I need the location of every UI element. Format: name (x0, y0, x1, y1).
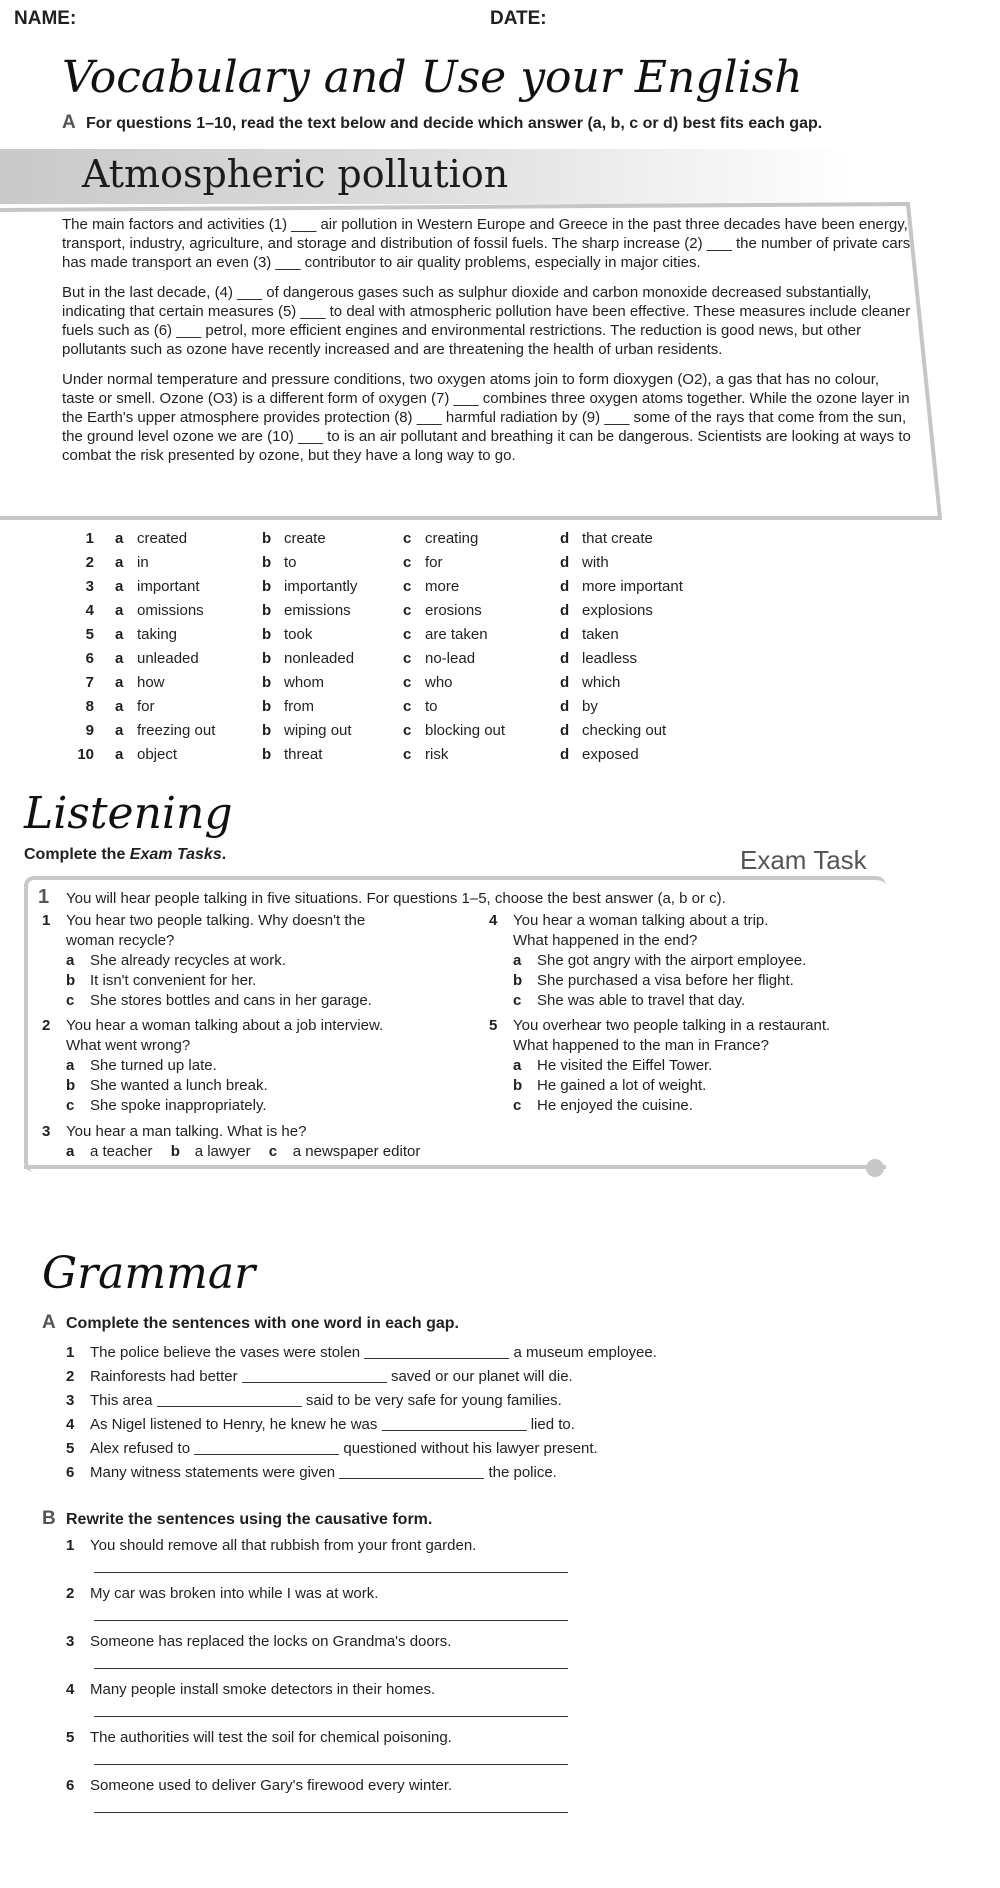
option-number: 5 (85, 626, 94, 643)
exam-task-bottom-rule (24, 1165, 886, 1169)
passage-paragraph-3: Under normal temperature and pressure conditions, two oxygen atoms join to form dioxygen (O2), a gas that has no colour, taste or smell. Ozone (O3) is a different form of oxygen (7) ___ combines three oxygen atoms together. While the ozone layer in the Earth's upper atmosphere provides protection (8) ___ harmful radiation by (9) ___ some of the rays that come from the sun, the ground level ozone we are (10) ___ to is an air pollutant and breathing it can be dangerous. Scientists are looking at ways to combat the risk presented by ozone, but they have a long way to go. (62, 371, 911, 464)
option-letter: c (403, 626, 412, 643)
option-c: for (425, 554, 443, 571)
grammar-b-letter: B (42, 1508, 56, 1529)
option-letter: c (403, 554, 412, 571)
option-d: explosions (582, 602, 653, 619)
option-a: object (137, 746, 178, 763)
option-letter: d (560, 698, 570, 715)
vocab-option-row (0, 626, 760, 650)
option-b: whom (284, 674, 325, 691)
option-number: 6 (85, 650, 94, 667)
option-letter: a (115, 698, 124, 715)
option-a: taking (137, 626, 178, 643)
option-letter: b (262, 602, 272, 619)
exam-task-label: Exam Task (740, 845, 867, 875)
grammar-a-item: 2 Rainforests had better saved or our planet will die. (66, 1368, 573, 1385)
vocab-option-row (0, 578, 760, 602)
option-letter: a (115, 554, 124, 571)
option-a: how (137, 674, 165, 691)
grammar-a-list (66, 1341, 826, 1485)
option-a: unleaded (137, 650, 199, 667)
grammar-a-item: 5 Alex refused to questioned without his lawyer present. (66, 1440, 598, 1457)
option-number: 1 (85, 530, 94, 547)
vocab-option-row (0, 554, 760, 578)
grammar-b-instruction: B Rewrite the sentences using the causative form. (42, 1508, 433, 1529)
option-d: more important (582, 578, 683, 595)
vocab-option-row (0, 530, 760, 554)
option-d: checking out (582, 722, 667, 739)
grammar-section-title: Grammar (42, 1248, 256, 1299)
vocab-instruction-text: For questions 1–10, read the text below and decide which answer (a, b, c or d) best fits each gap. (86, 115, 823, 132)
option-letter: a (115, 530, 124, 547)
listening-question-1: 1 You hear two people talking. Why doesn't the woman recycle? a She already recycles at work. b It isn't convenient for her. c She stores bottles and cans in her garage. (42, 912, 372, 1009)
option-letter: d (560, 722, 570, 739)
name-label: NAME: (14, 8, 77, 29)
exam-task-number: 1 (38, 886, 50, 908)
option-letter: b (262, 674, 272, 691)
vocab-option-row (0, 650, 760, 674)
vocab-instruction (62, 112, 822, 134)
grammar-b-item: 6 Someone used to deliver Gary's firewood every winter. (66, 1777, 453, 1794)
option-b: importantly (284, 578, 358, 595)
grammar-b-item: 4 Many people install smoke detectors in their homes. (66, 1681, 436, 1698)
gap-line[interactable] (382, 1417, 527, 1431)
option-d: by (582, 698, 598, 715)
option-letter: d (560, 602, 570, 619)
option-number: 7 (85, 674, 94, 691)
vocab-option-row (0, 722, 760, 746)
option-c: blocking out (425, 722, 506, 739)
option-letter: d (560, 626, 570, 643)
option-a: important (137, 578, 200, 595)
option-a: omissions (137, 602, 204, 619)
grammar-a-item: 4 As Nigel listened to Henry, he knew he was lied to. (66, 1416, 575, 1433)
option-d: which (582, 674, 621, 691)
option-letter: d (560, 674, 570, 691)
option-letter: b (262, 554, 272, 571)
option-letter: b (262, 650, 272, 667)
option-b: emissions (284, 602, 351, 619)
grammar-a-item: 3 This area said to be very safe for young families. (66, 1392, 562, 1409)
listening-question-4: 4 You hear a woman talking about a trip. What happened in the end? a She got angry with the airport employee. b She purchased a visa before her flight. c She was able to travel that day. (489, 912, 807, 1009)
option-number: 2 (85, 554, 94, 571)
option-letter: a (115, 722, 124, 739)
option-c: more (425, 578, 460, 595)
listening-question-5: 5 You overhear two people talking in a restaurant. What happened to the man in France? a He visited the Eiffel Tower. b He gained a lot of weight. c He enjoyed the cuisine. (489, 1017, 831, 1114)
option-c: to (425, 698, 438, 715)
option-a: freezing out (137, 722, 216, 739)
grammar-b-item: 1 You should remove all that rubbish from your front garden. (66, 1537, 477, 1554)
grammar-b-list (0, 1536, 800, 1836)
option-d: with (582, 554, 609, 571)
grammar-a-instruction: A Complete the sentences with one word in each gap. (42, 1312, 459, 1333)
option-letter: b (262, 698, 272, 715)
option-c: who (425, 674, 453, 691)
option-number: 10 (77, 746, 94, 763)
option-letter: b (262, 626, 272, 643)
option-letter: d (560, 554, 570, 571)
passage-paragraph-1: The main factors and activities (1) ___ air pollution in Western Europe and Greece in the past three decades have been energy, transport, industry, agriculture, and storage and distribution of fossil fuels. The sharp increase (2) ___ the number of private cars has made transport an even (3) ___ contributor to air quality problems, especially in major cities. (62, 216, 911, 271)
option-letter: c (403, 674, 412, 691)
option-a: in (137, 554, 149, 571)
answer-line[interactable] (94, 1620, 568, 1621)
option-letter: c (403, 698, 412, 715)
vocab-option-row (0, 674, 760, 698)
passage-body (62, 215, 912, 476)
vocab-options-list (0, 530, 760, 770)
option-b: create (284, 530, 326, 547)
option-letter: c (403, 650, 412, 667)
option-letter: a (115, 674, 124, 691)
option-letter: a (115, 746, 124, 763)
date-label: DATE: (490, 8, 547, 29)
option-b: threat (284, 746, 323, 763)
option-number: 3 (85, 578, 94, 595)
vocab-option-row (0, 746, 760, 770)
passage-title: Atmospheric pollution (82, 152, 509, 196)
exam-task-end-dot (866, 1159, 884, 1177)
vocab-section-title: Vocabulary and Use your English (62, 52, 803, 103)
option-letter: a (115, 578, 124, 595)
option-c: risk (425, 746, 449, 763)
listening-question-2: 2 You hear a woman talking about a job interview. What went wrong? a She turned up late. b She wanted a lunch break. c She spoke inappropriately. (42, 1017, 384, 1114)
grammar-a-item: 1 The police believe the vases were stolen a museum employee. (66, 1344, 657, 1361)
option-letter: a (115, 626, 124, 643)
grammar-b-item: 5 The authorities will test the soil for chemical poisoning. (66, 1729, 452, 1746)
option-b: took (284, 626, 313, 643)
option-letter: b (262, 530, 272, 547)
gap-line[interactable] (364, 1345, 509, 1359)
grammar-b-item: 3 Someone has replaced the locks on Grandma's doors. (66, 1633, 452, 1650)
option-letter: d (560, 650, 570, 667)
option-letter: b (262, 578, 272, 595)
listening-question-3: 3 You hear a man talking. What is he? a a teacher b a lawyer c a newspaper editor (42, 1123, 421, 1160)
option-letter: d (560, 530, 570, 547)
option-letter: c (403, 746, 412, 763)
option-d: that create (582, 530, 653, 547)
option-letter: c (403, 578, 412, 595)
listening-section-title: Listening (24, 788, 233, 839)
gap-line[interactable] (157, 1393, 302, 1407)
grammar-a-item: 6 Many witness statements were given the police. (66, 1464, 557, 1481)
grammar-b-item: 2 My car was broken into while I was at work. (66, 1585, 379, 1602)
option-letter: c (403, 530, 412, 547)
answer-line[interactable] (94, 1716, 568, 1717)
option-number: 4 (85, 602, 94, 619)
option-d: taken (582, 626, 619, 643)
answer-line[interactable] (94, 1668, 568, 1669)
option-b: to (284, 554, 297, 571)
option-a: for (137, 698, 155, 715)
option-letter: d (560, 578, 570, 595)
vocab-instruction-letter: A (62, 112, 76, 133)
vocab-option-row (0, 602, 760, 626)
option-b: from (284, 698, 314, 715)
option-number: 8 (85, 698, 94, 715)
answer-line[interactable] (94, 1764, 568, 1765)
option-letter: a (115, 602, 124, 619)
option-b: nonleaded (284, 650, 355, 667)
option-c: no-lead (425, 650, 476, 667)
passage-paragraph-2: But in the last decade, (4) ___ of dangerous gases such as sulphur dioxide and carbon monoxide decreased substantially, indicating that certain measures (5) ___ to deal with atmospheric pollution have been effective. These measures include cleaner fuels such as (6) ___ petrol, more efficient engines and environmental restrictions. The reduction is good news, but other pollutants such as ozone have recently increased and are threatening the health of urban residents. (62, 284, 911, 358)
gap-line[interactable] (242, 1369, 387, 1383)
grammar-a-letter: A (42, 1312, 56, 1333)
listening-instruction: Complete the Exam Tasks. (24, 846, 227, 863)
option-letter: a (115, 650, 124, 667)
gap-line[interactable] (339, 1465, 484, 1479)
option-number: 9 (85, 722, 94, 739)
option-a: created (137, 530, 188, 547)
answer-line[interactable] (94, 1812, 568, 1813)
option-d: leadless (582, 650, 638, 667)
exam-task-instruction: 1 You will hear people talking in five situations. For questions 1–5, choose the best answer (a, b or c). (38, 886, 726, 908)
option-d: exposed (582, 746, 639, 763)
option-letter: b (262, 722, 272, 739)
option-c: are taken (425, 626, 488, 643)
option-letter: d (560, 746, 570, 763)
answer-line[interactable] (94, 1572, 568, 1573)
option-letter: c (403, 722, 412, 739)
option-letter: b (262, 746, 272, 763)
option-letter: c (403, 602, 412, 619)
gap-line[interactable] (194, 1441, 339, 1455)
vocab-option-row (0, 698, 760, 722)
option-c: creating (425, 530, 479, 547)
option-b: wiping out (284, 722, 352, 739)
option-c: erosions (425, 602, 482, 619)
